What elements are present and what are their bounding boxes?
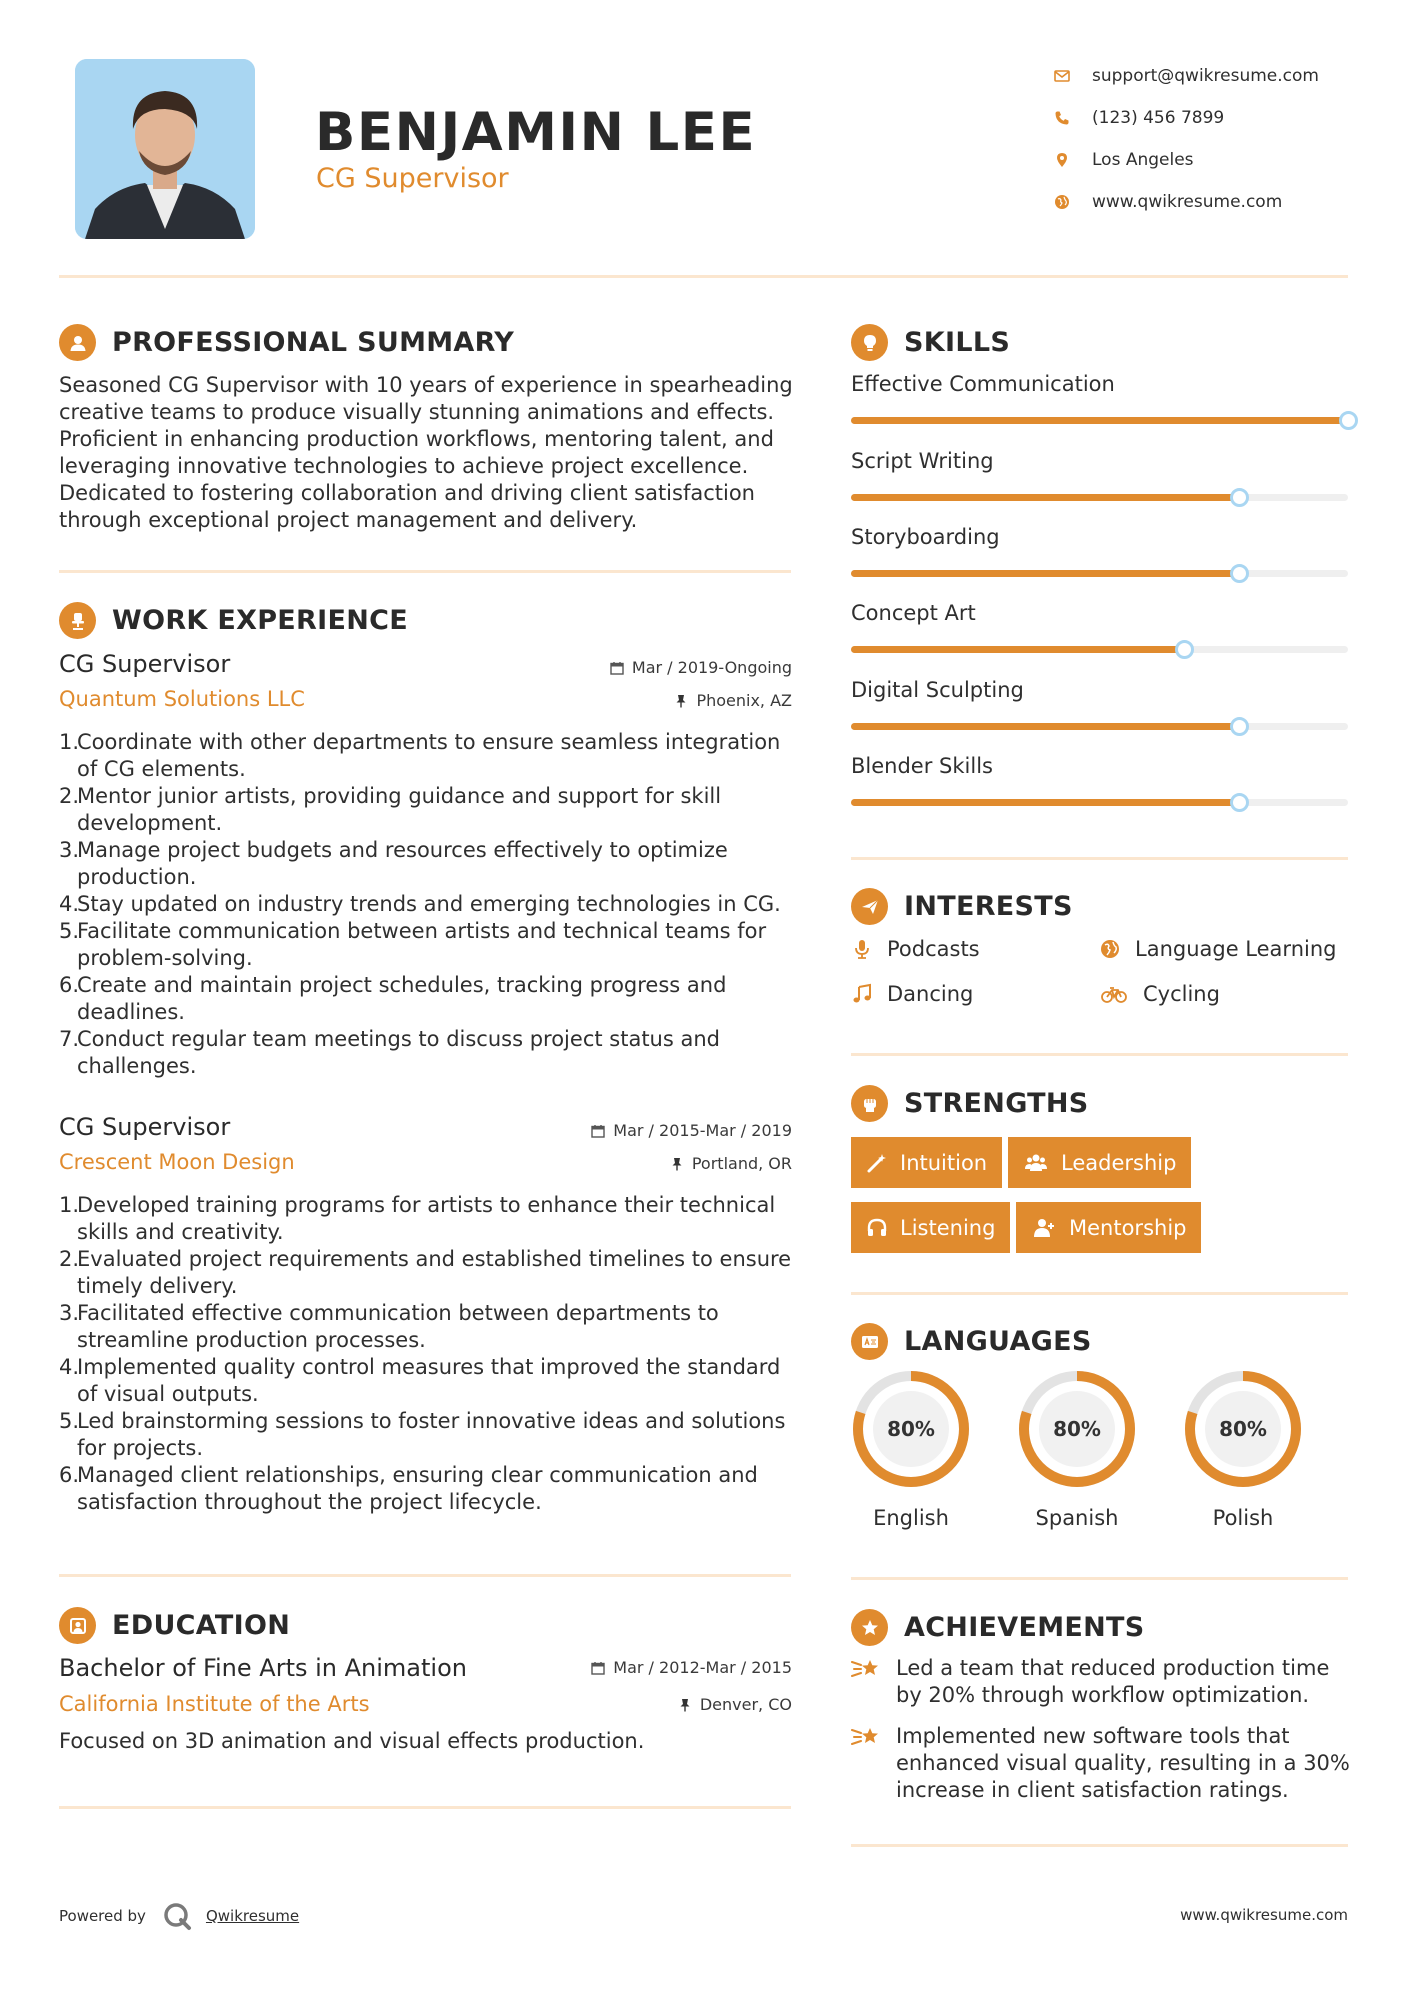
job-2-dates bbox=[591, 1121, 792, 1140]
pushpin-icon bbox=[670, 1157, 684, 1171]
contact-info bbox=[1054, 55, 1394, 223]
skills-heading bbox=[851, 324, 1010, 361]
strength-label: Mentorship bbox=[1069, 1215, 1187, 1240]
office-chair-icon bbox=[59, 602, 96, 639]
achievement-item bbox=[851, 1655, 1351, 1709]
calendar-icon bbox=[591, 1661, 605, 1675]
education-description: Focused on 3D animation and visual effects production. bbox=[59, 1729, 645, 1753]
job-1-dates-text: Mar / 2019-Ongoing bbox=[631, 658, 792, 677]
bicycle-icon bbox=[1099, 983, 1129, 1005]
contact-website[interactable] bbox=[1054, 181, 1394, 223]
footer-powered-by bbox=[59, 1901, 299, 1931]
job-1-location-text: Phoenix, AZ bbox=[696, 691, 792, 710]
list-item: 6. Create and maintain project schedules, tracking progress and deadlines. bbox=[59, 973, 727, 1024]
education-location bbox=[678, 1695, 792, 1714]
experience-divider bbox=[59, 1574, 791, 1577]
interests-heading bbox=[851, 888, 1073, 925]
interest-language-learning bbox=[1099, 937, 1336, 961]
skill-bar-fill bbox=[851, 723, 1239, 730]
strength-label: Leadership bbox=[1061, 1150, 1177, 1175]
contact-location bbox=[1054, 139, 1394, 181]
strengths-divider bbox=[851, 1292, 1348, 1295]
skill-label: Blender Skills bbox=[851, 754, 993, 778]
education-school: California Institute of the Arts bbox=[59, 1692, 370, 1716]
skill-bar-knob bbox=[1230, 717, 1249, 736]
headphones-icon bbox=[866, 1217, 888, 1239]
list-item: 5. Facilitate communication between artists and technical teams for problem-solving. bbox=[59, 919, 767, 970]
skill-bar-knob bbox=[1230, 488, 1249, 507]
education-title: EDUCATION bbox=[112, 1610, 291, 1641]
list-item: 2. Mentor junior artists, providing guidance and support for skill development. bbox=[59, 784, 722, 835]
job-1-company: Quantum Solutions LLC bbox=[59, 687, 305, 711]
header-divider bbox=[59, 275, 1348, 278]
skill-bar-fill bbox=[851, 494, 1239, 501]
summary-divider bbox=[59, 570, 791, 573]
skill-bar bbox=[851, 494, 1348, 501]
job-1-location bbox=[674, 691, 792, 710]
language-donut bbox=[1016, 1368, 1138, 1490]
job-2-location bbox=[670, 1154, 792, 1173]
job-2-company: Crescent Moon Design bbox=[59, 1150, 295, 1174]
job-1-title: CG Supervisor bbox=[59, 650, 231, 678]
interest-dancing bbox=[851, 982, 973, 1006]
job-1-bullets bbox=[59, 729, 799, 1080]
job-2-location-text: Portland, OR bbox=[691, 1154, 792, 1173]
language-donut bbox=[850, 1368, 972, 1490]
globe-icon bbox=[1099, 938, 1121, 960]
experience-title: WORK EXPERIENCE bbox=[112, 605, 408, 636]
envelope-icon bbox=[1054, 68, 1070, 84]
list-item: 3. Facilitated effective communication between departments to streamline production processes. bbox=[59, 1301, 719, 1352]
list-item: 7. Conduct regular team meetings to discuss project status and challenges. bbox=[59, 1027, 720, 1078]
language-donut bbox=[1182, 1368, 1304, 1490]
language-percent: 80% bbox=[1053, 1417, 1101, 1441]
education-dates-text: Mar / 2012-Mar / 2015 bbox=[613, 1658, 792, 1677]
skill-bar-knob bbox=[1230, 564, 1249, 583]
interests-divider bbox=[851, 1053, 1348, 1056]
interest-label: Dancing bbox=[887, 982, 974, 1006]
languages-title: LANGUAGES bbox=[904, 1326, 1092, 1357]
achievements-title: ACHIEVEMENTS bbox=[904, 1612, 1145, 1643]
interests-title: INTERESTS bbox=[904, 891, 1073, 922]
skill-bar-knob bbox=[1175, 640, 1194, 659]
pushpin-icon bbox=[674, 694, 688, 708]
job-2-bullets bbox=[59, 1192, 799, 1516]
job-2-title: CG Supervisor bbox=[59, 1113, 231, 1141]
shooting-star-icon bbox=[851, 1656, 883, 1682]
list-item: 5. Led brainstorming sessions to foster innovative ideas and solutions for projects. bbox=[59, 1409, 786, 1460]
magic-wand-icon bbox=[866, 1152, 888, 1174]
list-item: 3. Manage project budgets and resources effectively to optimize production. bbox=[59, 838, 728, 889]
education-location-text: Denver, CO bbox=[699, 1695, 792, 1714]
contact-location-text: Los Angeles bbox=[1092, 150, 1194, 170]
skill-label: Script Writing bbox=[851, 449, 994, 473]
star-badge-icon bbox=[851, 1609, 888, 1646]
skill-bar bbox=[851, 723, 1348, 730]
strength-leadership bbox=[1008, 1137, 1191, 1188]
skill-bar bbox=[851, 646, 1348, 653]
pushpin-icon bbox=[678, 1698, 692, 1712]
skill-bar bbox=[851, 799, 1348, 806]
map-pin-icon bbox=[1054, 152, 1070, 168]
strengths-title: STRENGTHS bbox=[904, 1088, 1089, 1119]
language-percent: 80% bbox=[887, 1417, 935, 1441]
skill-bar-fill bbox=[851, 570, 1239, 577]
education-dates bbox=[591, 1658, 792, 1677]
profile-photo-image bbox=[75, 59, 255, 239]
skill-bar-knob bbox=[1230, 793, 1249, 812]
education-divider bbox=[59, 1806, 791, 1809]
music-note-icon bbox=[851, 983, 873, 1005]
language-name: Polish bbox=[1212, 1506, 1274, 1530]
skill-label: Digital Sculpting bbox=[851, 678, 1024, 702]
language-spanish bbox=[1016, 1368, 1138, 1530]
users-icon bbox=[1023, 1152, 1049, 1174]
summary-text: Seasoned CG Supervisor with 10 years of experience in spearheading creative teams to produce visually stunning animations and effects. Proficient in enhancing production workflows, mentoring talent, and leveraging innovative technologies to achieve project excellence. Dedicated to fostering collaboration and driving client satisfaction through exceptional project management and delivery. bbox=[59, 373, 793, 532]
shooting-star-icon bbox=[851, 1724, 883, 1750]
skills-title: SKILLS bbox=[904, 327, 1011, 358]
powered-by-text: Powered by bbox=[59, 1907, 146, 1925]
strength-intuition bbox=[851, 1137, 1002, 1188]
user-plus-icon bbox=[1031, 1217, 1057, 1239]
interest-podcasts bbox=[851, 937, 980, 961]
skill-bar bbox=[851, 570, 1348, 577]
language-english bbox=[850, 1368, 972, 1530]
language-polish bbox=[1182, 1368, 1304, 1530]
contact-phone[interactable] bbox=[1054, 97, 1394, 139]
footer-website[interactable]: www.qwikresume.com bbox=[1180, 1906, 1348, 1924]
list-item: 6. Managed client relationships, ensuring clear communication and satisfaction throughout the project lifecycle. bbox=[59, 1463, 758, 1514]
job-1-dates bbox=[610, 658, 792, 677]
interest-label: Language Learning bbox=[1135, 937, 1337, 961]
graduate-icon bbox=[59, 1607, 96, 1644]
list-item: 1. Developed training programs for artists to enhance their technical skills and creativity. bbox=[59, 1193, 776, 1244]
skill-label: Effective Communication bbox=[851, 372, 1115, 396]
candidate-title: CG Supervisor bbox=[316, 163, 509, 194]
strengths-heading bbox=[851, 1085, 1089, 1122]
language-card-icon bbox=[851, 1323, 888, 1360]
languages-heading bbox=[851, 1323, 1092, 1360]
list-item: 2. Evaluated project requirements and established timelines to ensure timely delivery. bbox=[59, 1247, 792, 1298]
list-item: 4. Stay updated on industry trends and emerging technologies in CG. bbox=[59, 892, 781, 916]
profile-photo bbox=[75, 59, 255, 239]
skill-bar-fill bbox=[851, 646, 1184, 653]
skill-bar-fill bbox=[851, 799, 1239, 806]
skill-bar-fill bbox=[851, 417, 1348, 424]
language-name: English bbox=[873, 1506, 949, 1530]
skills-divider bbox=[851, 857, 1348, 860]
strength-listening bbox=[851, 1202, 1010, 1253]
skill-bar bbox=[851, 417, 1348, 424]
language-name: Spanish bbox=[1035, 1506, 1119, 1530]
interest-label: Podcasts bbox=[887, 937, 980, 961]
microphone-icon bbox=[851, 938, 873, 960]
strength-label: Intuition bbox=[900, 1150, 988, 1175]
education-heading bbox=[59, 1607, 290, 1644]
phone-icon bbox=[1054, 110, 1070, 126]
achievement-text: Implemented new software tools that enhanced visual quality, resulting in a 30% increase in client satisfaction ratings. bbox=[896, 1724, 1350, 1802]
skill-label: Concept Art bbox=[851, 601, 976, 625]
achievement-text: Led a team that reduced production time by 20% through workflow optimization. bbox=[896, 1656, 1330, 1707]
user-icon bbox=[59, 324, 96, 361]
qwikresume-logo-icon bbox=[162, 1901, 192, 1931]
contact-email[interactable] bbox=[1054, 55, 1394, 97]
interest-cycling bbox=[1099, 982, 1220, 1006]
interest-label: Cycling bbox=[1143, 982, 1220, 1006]
lightbulb-icon bbox=[851, 324, 888, 361]
achievements-heading bbox=[851, 1609, 1145, 1646]
brand-link[interactable]: Qwikresume bbox=[205, 1907, 300, 1925]
contact-email-text: support@qwikresume.com bbox=[1092, 66, 1319, 86]
skill-bar-knob bbox=[1339, 411, 1358, 430]
paper-plane-icon bbox=[851, 888, 888, 925]
summary-title: PROFESSIONAL SUMMARY bbox=[112, 327, 515, 358]
contact-phone-text: (123) 456 7899 bbox=[1092, 108, 1225, 128]
skill-label: Storyboarding bbox=[851, 525, 1000, 549]
fist-icon bbox=[851, 1085, 888, 1122]
languages-divider bbox=[851, 1577, 1348, 1580]
education-degree: Bachelor of Fine Arts in Animation bbox=[59, 1654, 467, 1682]
summary-heading bbox=[59, 324, 514, 361]
globe-icon bbox=[1054, 194, 1070, 210]
achievement-item bbox=[851, 1723, 1351, 1804]
calendar-icon bbox=[591, 1124, 605, 1138]
job-2-dates-text: Mar / 2015-Mar / 2019 bbox=[613, 1121, 792, 1140]
candidate-name: BENJAMIN LEE bbox=[315, 102, 757, 163]
contact-website-text: www.qwikresume.com bbox=[1092, 192, 1283, 212]
list-item: 1. Coordinate with other departments to ensure seamless integration of CG elements. bbox=[59, 730, 781, 781]
list-item: 4. Implemented quality control measures that improved the standard of visual outputs. bbox=[59, 1355, 781, 1406]
strength-label: Listening bbox=[900, 1215, 996, 1240]
achievements-divider bbox=[851, 1844, 1348, 1847]
experience-heading bbox=[59, 602, 408, 639]
strength-mentorship bbox=[1016, 1202, 1201, 1253]
calendar-icon bbox=[610, 661, 624, 675]
language-percent: 80% bbox=[1219, 1417, 1267, 1441]
